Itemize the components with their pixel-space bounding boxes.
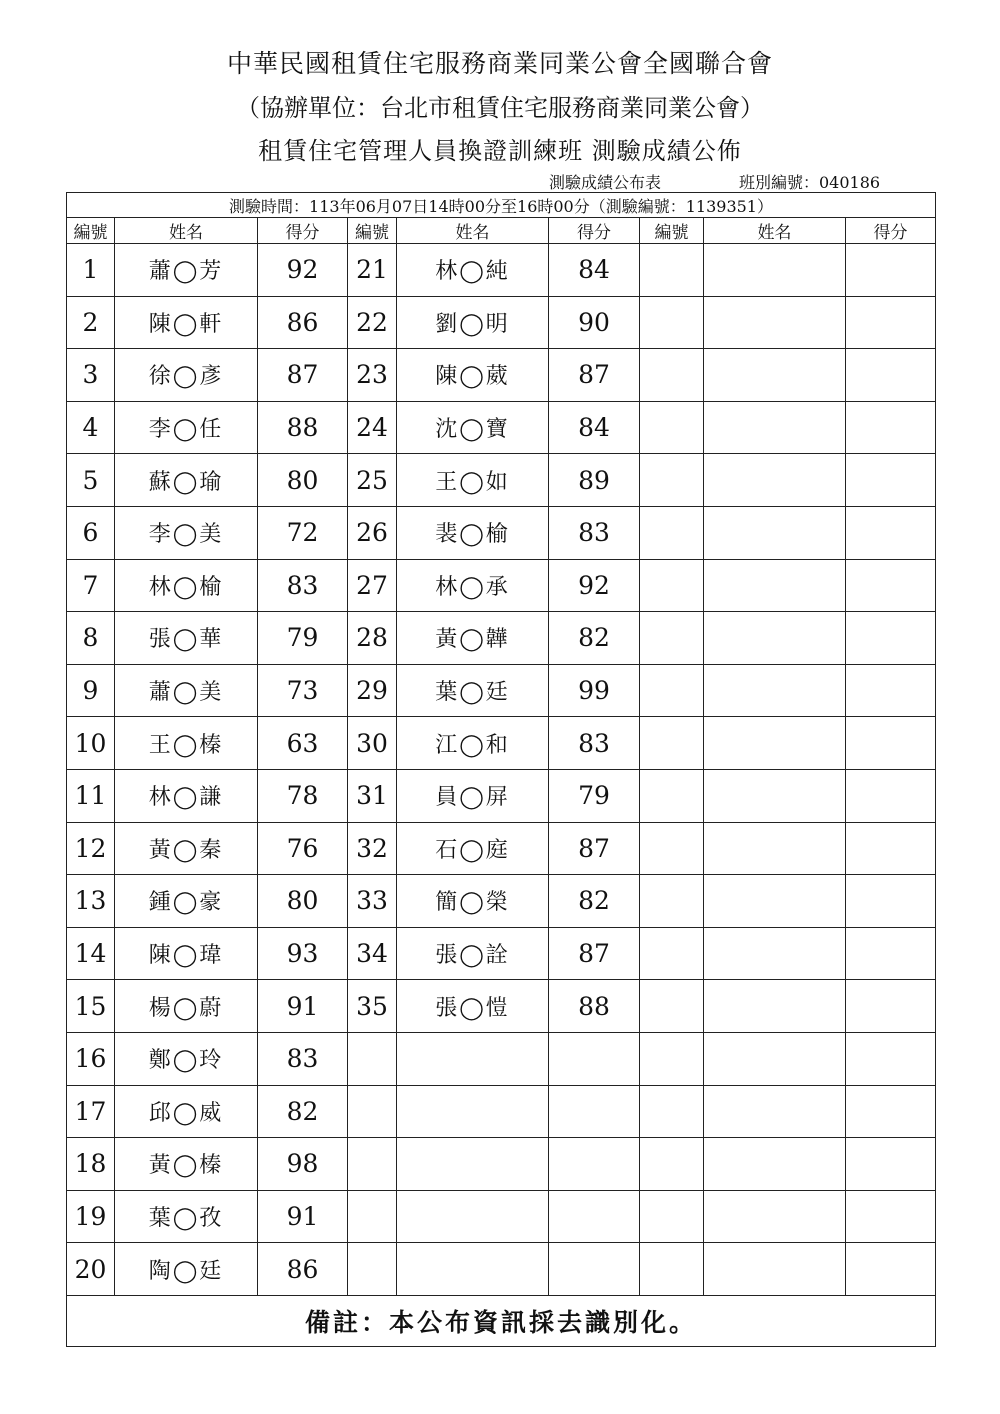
cell-score: 83 bbox=[549, 506, 640, 559]
cell-score: 91 bbox=[258, 1190, 348, 1243]
cell-name: 簡◯榮 bbox=[397, 875, 549, 928]
cell-number bbox=[640, 980, 704, 1033]
cell-score: 87 bbox=[258, 349, 348, 402]
cell-number bbox=[640, 244, 704, 297]
cell-number bbox=[348, 1032, 397, 1085]
cell-score bbox=[846, 1190, 936, 1243]
cell-number bbox=[640, 1243, 704, 1296]
cell-name bbox=[704, 1085, 846, 1138]
cell-name: 員◯屏 bbox=[397, 769, 549, 822]
cell-score: 89 bbox=[549, 454, 640, 507]
cell-score: 86 bbox=[258, 1243, 348, 1296]
cell-number bbox=[640, 927, 704, 980]
cell-number bbox=[348, 1190, 397, 1243]
cell-name: 蘇◯瑜 bbox=[115, 454, 258, 507]
cell-number: 4 bbox=[67, 401, 115, 454]
cell-score: 83 bbox=[549, 717, 640, 770]
cell-score bbox=[846, 454, 936, 507]
cell-score: 83 bbox=[258, 1032, 348, 1085]
cell-name bbox=[704, 769, 846, 822]
cell-score: 84 bbox=[549, 401, 640, 454]
cell-number bbox=[640, 296, 704, 349]
cell-number: 32 bbox=[348, 822, 397, 875]
cell-number: 11 bbox=[67, 769, 115, 822]
cell-score: 63 bbox=[258, 717, 348, 770]
table-row bbox=[67, 664, 936, 717]
cell-number: 6 bbox=[67, 506, 115, 559]
cell-name: 林◯承 bbox=[397, 559, 549, 612]
cell-name bbox=[704, 1032, 846, 1085]
cell-number: 19 bbox=[67, 1190, 115, 1243]
cell-name: 徐◯彥 bbox=[115, 349, 258, 402]
cell-number bbox=[640, 401, 704, 454]
cell-name: 蕭◯美 bbox=[115, 664, 258, 717]
cell-name: 王◯榛 bbox=[115, 717, 258, 770]
cell-name bbox=[704, 349, 846, 402]
cell-name: 裴◯榆 bbox=[397, 506, 549, 559]
cell-name: 劉◯明 bbox=[397, 296, 549, 349]
cell-name bbox=[704, 980, 846, 1033]
cell-number: 17 bbox=[67, 1085, 115, 1138]
column-header: 編號 bbox=[348, 218, 397, 244]
cell-score bbox=[846, 980, 936, 1033]
cell-name bbox=[704, 1138, 846, 1191]
cell-name: 張◯華 bbox=[115, 612, 258, 665]
cell-score bbox=[846, 875, 936, 928]
cell-number: 30 bbox=[348, 717, 397, 770]
cell-name bbox=[704, 559, 846, 612]
cell-name bbox=[704, 454, 846, 507]
cell-number: 29 bbox=[348, 664, 397, 717]
cell-name bbox=[704, 822, 846, 875]
table-row bbox=[67, 1032, 936, 1085]
table-row bbox=[67, 401, 936, 454]
table-row bbox=[67, 1085, 936, 1138]
column-header: 得分 bbox=[846, 218, 936, 244]
cell-number bbox=[640, 612, 704, 665]
cell-name bbox=[397, 1190, 549, 1243]
cell-number: 24 bbox=[348, 401, 397, 454]
cell-number: 26 bbox=[348, 506, 397, 559]
cell-score bbox=[549, 1085, 640, 1138]
cell-name: 黃◯榛 bbox=[115, 1138, 258, 1191]
cell-number: 25 bbox=[348, 454, 397, 507]
cell-number bbox=[348, 1085, 397, 1138]
cell-score: 82 bbox=[258, 1085, 348, 1138]
cell-number bbox=[640, 664, 704, 717]
cell-score: 87 bbox=[549, 349, 640, 402]
cell-score: 82 bbox=[549, 875, 640, 928]
cell-name bbox=[704, 717, 846, 770]
table-name: 測驗成績公布表 bbox=[549, 173, 662, 192]
cell-score bbox=[846, 1085, 936, 1138]
cell-name bbox=[704, 664, 846, 717]
score-table bbox=[66, 192, 936, 1347]
table-row bbox=[67, 1138, 936, 1191]
cell-number bbox=[640, 1085, 704, 1138]
table-row bbox=[67, 822, 936, 875]
cell-score bbox=[846, 506, 936, 559]
cell-score: 80 bbox=[258, 875, 348, 928]
cell-number bbox=[640, 506, 704, 559]
cell-score bbox=[846, 769, 936, 822]
cell-number bbox=[640, 559, 704, 612]
cell-name: 林◯謙 bbox=[115, 769, 258, 822]
cell-name bbox=[397, 1243, 549, 1296]
cell-name bbox=[704, 612, 846, 665]
cell-score: 83 bbox=[258, 559, 348, 612]
cell-score: 79 bbox=[258, 612, 348, 665]
cell-score bbox=[846, 1243, 936, 1296]
cell-name bbox=[704, 1243, 846, 1296]
cell-number bbox=[640, 769, 704, 822]
cell-score bbox=[549, 1138, 640, 1191]
cell-name bbox=[397, 1138, 549, 1191]
cell-number: 7 bbox=[67, 559, 115, 612]
column-header: 得分 bbox=[549, 218, 640, 244]
cell-score bbox=[846, 1138, 936, 1191]
cell-name: 張◯愷 bbox=[397, 980, 549, 1033]
cell-score bbox=[846, 349, 936, 402]
cell-number: 27 bbox=[348, 559, 397, 612]
column-header: 姓名 bbox=[115, 218, 258, 244]
cell-score: 87 bbox=[549, 927, 640, 980]
cell-number bbox=[348, 1138, 397, 1191]
cell-name: 江◯和 bbox=[397, 717, 549, 770]
column-header: 得分 bbox=[258, 218, 348, 244]
cell-score: 90 bbox=[549, 296, 640, 349]
cell-name bbox=[704, 244, 846, 297]
cell-name: 李◯任 bbox=[115, 401, 258, 454]
exam-time: 測驗時間：113年06月07日14時00分至16時00分（測驗編號：1139351） bbox=[67, 193, 936, 218]
title-line-1: 中華民國租賃住宅服務商業同業公會全國聯合會 bbox=[226, 49, 773, 78]
cell-name: 陶◯廷 bbox=[115, 1243, 258, 1296]
cell-number: 18 bbox=[67, 1138, 115, 1191]
cell-name: 李◯美 bbox=[115, 506, 258, 559]
title-line-3: 租賃住宅管理人員換證訓練班 測驗成績公佈 bbox=[258, 137, 742, 165]
cell-score: 78 bbox=[258, 769, 348, 822]
cell-score: 73 bbox=[258, 664, 348, 717]
cell-number: 35 bbox=[348, 980, 397, 1033]
cell-number: 22 bbox=[348, 296, 397, 349]
cell-score bbox=[549, 1190, 640, 1243]
cell-number: 20 bbox=[67, 1243, 115, 1296]
cell-number: 9 bbox=[67, 664, 115, 717]
cell-name: 鍾◯豪 bbox=[115, 875, 258, 928]
cell-score: 79 bbox=[549, 769, 640, 822]
cell-score: 84 bbox=[549, 244, 640, 297]
table-row bbox=[67, 296, 936, 349]
cell-number: 34 bbox=[348, 927, 397, 980]
column-header: 姓名 bbox=[397, 218, 549, 244]
cell-score: 87 bbox=[549, 822, 640, 875]
cell-score: 72 bbox=[258, 506, 348, 559]
column-header: 編號 bbox=[640, 218, 704, 244]
cell-name: 陳◯瑋 bbox=[115, 927, 258, 980]
cell-score: 86 bbox=[258, 296, 348, 349]
cell-score: 80 bbox=[258, 454, 348, 507]
cell-score bbox=[846, 927, 936, 980]
cell-name: 黃◯秦 bbox=[115, 822, 258, 875]
cell-number: 13 bbox=[67, 875, 115, 928]
cell-number bbox=[348, 1243, 397, 1296]
cell-name: 蕭◯芳 bbox=[115, 244, 258, 297]
cell-name: 黃◯韡 bbox=[397, 612, 549, 665]
cell-number bbox=[640, 349, 704, 402]
cell-score bbox=[846, 822, 936, 875]
cell-number bbox=[640, 875, 704, 928]
cell-name bbox=[704, 506, 846, 559]
cell-name bbox=[704, 296, 846, 349]
table-row bbox=[67, 454, 936, 507]
cell-score bbox=[549, 1243, 640, 1296]
cell-number: 14 bbox=[67, 927, 115, 980]
cell-number: 5 bbox=[67, 454, 115, 507]
table-row bbox=[67, 1243, 936, 1296]
cell-number bbox=[640, 717, 704, 770]
cell-score bbox=[846, 612, 936, 665]
cell-score bbox=[846, 717, 936, 770]
cell-name bbox=[704, 875, 846, 928]
cell-number bbox=[640, 1190, 704, 1243]
cell-number bbox=[640, 1138, 704, 1191]
cell-score bbox=[846, 244, 936, 297]
table-row bbox=[67, 244, 936, 297]
cell-score: 88 bbox=[549, 980, 640, 1033]
cell-number: 12 bbox=[67, 822, 115, 875]
cell-score: 99 bbox=[549, 664, 640, 717]
cell-score: 92 bbox=[549, 559, 640, 612]
cell-number: 23 bbox=[348, 349, 397, 402]
cell-name: 林◯純 bbox=[397, 244, 549, 297]
table-row bbox=[67, 506, 936, 559]
table-row bbox=[67, 559, 936, 612]
cell-score: 82 bbox=[549, 612, 640, 665]
column-header: 姓名 bbox=[704, 218, 846, 244]
cell-number: 10 bbox=[67, 717, 115, 770]
cell-number: 3 bbox=[67, 349, 115, 402]
table-row bbox=[67, 1190, 936, 1243]
cell-name: 王◯如 bbox=[397, 454, 549, 507]
cell-number: 28 bbox=[348, 612, 397, 665]
cell-name: 葉◯孜 bbox=[115, 1190, 258, 1243]
cell-name: 邱◯威 bbox=[115, 1085, 258, 1138]
cell-number bbox=[640, 822, 704, 875]
cell-score: 93 bbox=[258, 927, 348, 980]
class-id: 班別編號：040186 bbox=[739, 173, 881, 192]
cell-name: 石◯庭 bbox=[397, 822, 549, 875]
exam-time-row bbox=[67, 193, 936, 218]
cell-score: 91 bbox=[258, 980, 348, 1033]
cell-score bbox=[846, 559, 936, 612]
column-header-row bbox=[67, 218, 936, 244]
note: 備註：本公布資訊採去識別化。 bbox=[67, 1295, 936, 1346]
table-row bbox=[67, 875, 936, 928]
cell-name: 張◯詮 bbox=[397, 927, 549, 980]
cell-name: 沈◯寶 bbox=[397, 401, 549, 454]
cell-score: 76 bbox=[258, 822, 348, 875]
cell-name bbox=[704, 401, 846, 454]
cell-name: 陳◯軒 bbox=[115, 296, 258, 349]
cell-number: 2 bbox=[67, 296, 115, 349]
table-row bbox=[67, 349, 936, 402]
cell-score: 98 bbox=[258, 1138, 348, 1191]
cell-name: 林◯榆 bbox=[115, 559, 258, 612]
cell-number: 21 bbox=[348, 244, 397, 297]
cell-name bbox=[704, 1190, 846, 1243]
cell-name bbox=[397, 1085, 549, 1138]
table-row bbox=[67, 769, 936, 822]
cell-score: 88 bbox=[258, 401, 348, 454]
title-line-2: （協辦單位：台北市租賃住宅服務商業同業公會） bbox=[236, 94, 764, 122]
cell-number: 16 bbox=[67, 1032, 115, 1085]
cell-number bbox=[640, 1032, 704, 1085]
cell-score bbox=[846, 664, 936, 717]
cell-name: 鄭◯玲 bbox=[115, 1032, 258, 1085]
cell-number: 1 bbox=[67, 244, 115, 297]
table-row bbox=[67, 927, 936, 980]
table-row bbox=[67, 980, 936, 1033]
cell-number: 15 bbox=[67, 980, 115, 1033]
cell-score: 92 bbox=[258, 244, 348, 297]
table-row bbox=[67, 612, 936, 665]
cell-score bbox=[846, 401, 936, 454]
cell-score bbox=[549, 1032, 640, 1085]
table-row bbox=[67, 717, 936, 770]
note-row bbox=[67, 1295, 936, 1346]
cell-name bbox=[397, 1032, 549, 1085]
cell-name: 陳◯葳 bbox=[397, 349, 549, 402]
cell-number: 33 bbox=[348, 875, 397, 928]
cell-score bbox=[846, 1032, 936, 1085]
cell-name: 楊◯蔚 bbox=[115, 980, 258, 1033]
cell-name bbox=[704, 927, 846, 980]
cell-name: 葉◯廷 bbox=[397, 664, 549, 717]
cell-number: 8 bbox=[67, 612, 115, 665]
cell-number: 31 bbox=[348, 769, 397, 822]
column-header: 編號 bbox=[67, 218, 115, 244]
cell-number bbox=[640, 454, 704, 507]
cell-score bbox=[846, 296, 936, 349]
